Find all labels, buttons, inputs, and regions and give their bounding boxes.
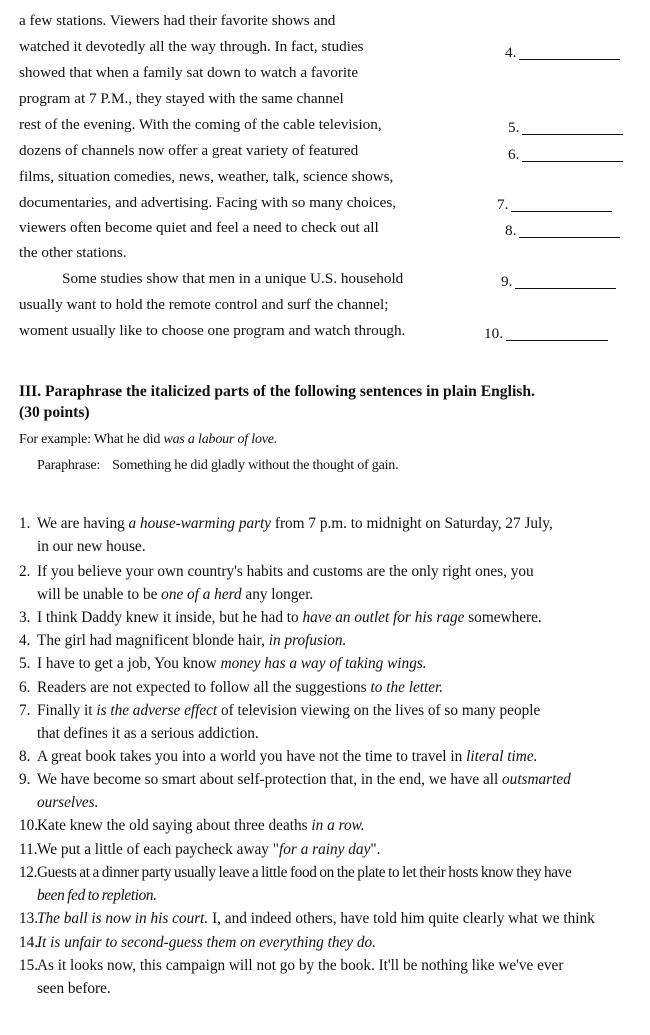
section-points: (30 points) — [19, 404, 90, 421]
passage-line: dozens of channels now offer a great variety of featured — [19, 142, 359, 159]
example-paraphrase: Paraphrase: Something he did gladly without the thought of gain. — [37, 458, 399, 473]
blank-line — [506, 340, 608, 341]
passage-line: usually want to hold the remote control and surf the channel; — [19, 296, 389, 313]
blank-number: 9. — [501, 273, 513, 290]
answer-blank-10[interactable] — [484, 327, 608, 341]
blank-line — [511, 211, 612, 212]
blank-line — [519, 237, 620, 238]
exercise-item-14: 14.It is unfair to second-guess them on everything they do. — [19, 934, 377, 951]
blank-number: 7. — [497, 196, 509, 213]
passage-line: program at 7 P.M., they stayed with the same channel — [19, 90, 344, 107]
answer-blank-4[interactable] — [505, 46, 620, 60]
exercise-item-11: 11.We put a little of each paycheck away "for a rainy day". — [19, 841, 381, 858]
answer-blank-6[interactable] — [508, 148, 623, 162]
passage-line: films, situation comedies, news, weather, talk, science shows, — [19, 168, 394, 185]
passage-line: viewers often become quiet and feel a need to check out all — [19, 219, 379, 236]
exercise-item-3: 3. I think Daddy knew it inside, but he had to have an outlet for his rage somewhere. — [19, 609, 542, 626]
exercise-item-4: 4. The girl had magnificent blonde hair, in profusion. — [19, 632, 347, 649]
exercise-item-6: 6. Readers are not expected to follow all the suggestions to the letter. — [19, 679, 444, 696]
exercise-item-1: 1. We are having a house-warming party from 7 p.m. to midnight on Saturday, 27 July, in our new house. — [19, 515, 553, 555]
passage-line: woment usually like to choose one program and watch through. — [19, 322, 406, 339]
blank-line — [522, 134, 623, 135]
blank-line — [515, 288, 616, 289]
blank-number: 8. — [505, 222, 517, 239]
passage-line: showed that when a family sat down to watch a favorite — [19, 64, 359, 81]
exercise-item-12: 12.Guests at a dinner party usually leave a little food on the plate to let their hosts know they have been fed to repletion. — [19, 864, 572, 904]
exercise-item-5: 5. I have to get a job, You know money has a way of taking wings. — [19, 655, 427, 672]
exercise-item-15: 15.As it looks now, this campaign will not go by the book. It'll be nothing like we've ever seen before. — [19, 957, 564, 997]
exercise-item-13: 13.The ball is now in his court. I, and indeed others, have told him quite clearly what we think — [19, 910, 595, 927]
exercise-item-10: 10.Kate knew the old saying about three deaths in a row. — [19, 817, 365, 834]
blank-number: 6. — [508, 146, 520, 163]
answer-blank-8[interactable] — [505, 224, 620, 238]
blank-number: 10. — [484, 325, 503, 342]
section-heading: III. Paraphrase the italicized parts of the following sentences in plain English. — [19, 383, 535, 400]
blank-number: 4. — [505, 44, 517, 61]
passage-line: watched it devotedly all the way through. In fact, studies — [19, 38, 364, 55]
blank-line — [522, 161, 623, 162]
blank-number: 5. — [508, 119, 520, 136]
answer-blank-5[interactable] — [508, 121, 623, 135]
passage-line: documentaries, and advertising. Facing with so many choices, — [19, 194, 397, 211]
example-sentence: For example: What he did was a labour of love. — [19, 432, 278, 447]
exercise-item-9: 9. We have become so smart about self-protection that, in the end, we have all outsmarted ourselves. — [19, 771, 571, 811]
answer-blank-9[interactable] — [501, 275, 616, 289]
blank-line — [519, 59, 620, 60]
exercise-item-2: 2. If you believe your own country's habits and customs are the only right ones, you will be unable to be one of a herd any longer. — [19, 563, 534, 603]
exercise-item-8: 8. A great book takes you into a world you have not the time to travel in literal time. — [19, 748, 538, 765]
passage-line: a few stations. Viewers had their favorite shows and — [19, 12, 336, 29]
answer-blank-7[interactable] — [497, 198, 612, 212]
exercise-item-7: 7. Finally it is the adverse effect of television viewing on the lives of so many people that defines it as a serious addiction. — [19, 702, 541, 742]
passage-line: the other stations. — [19, 244, 127, 261]
passage-line: rest of the evening. With the coming of the cable television, — [19, 116, 382, 133]
passage-line: Some studies show that men in a unique U.S. household — [62, 270, 404, 287]
